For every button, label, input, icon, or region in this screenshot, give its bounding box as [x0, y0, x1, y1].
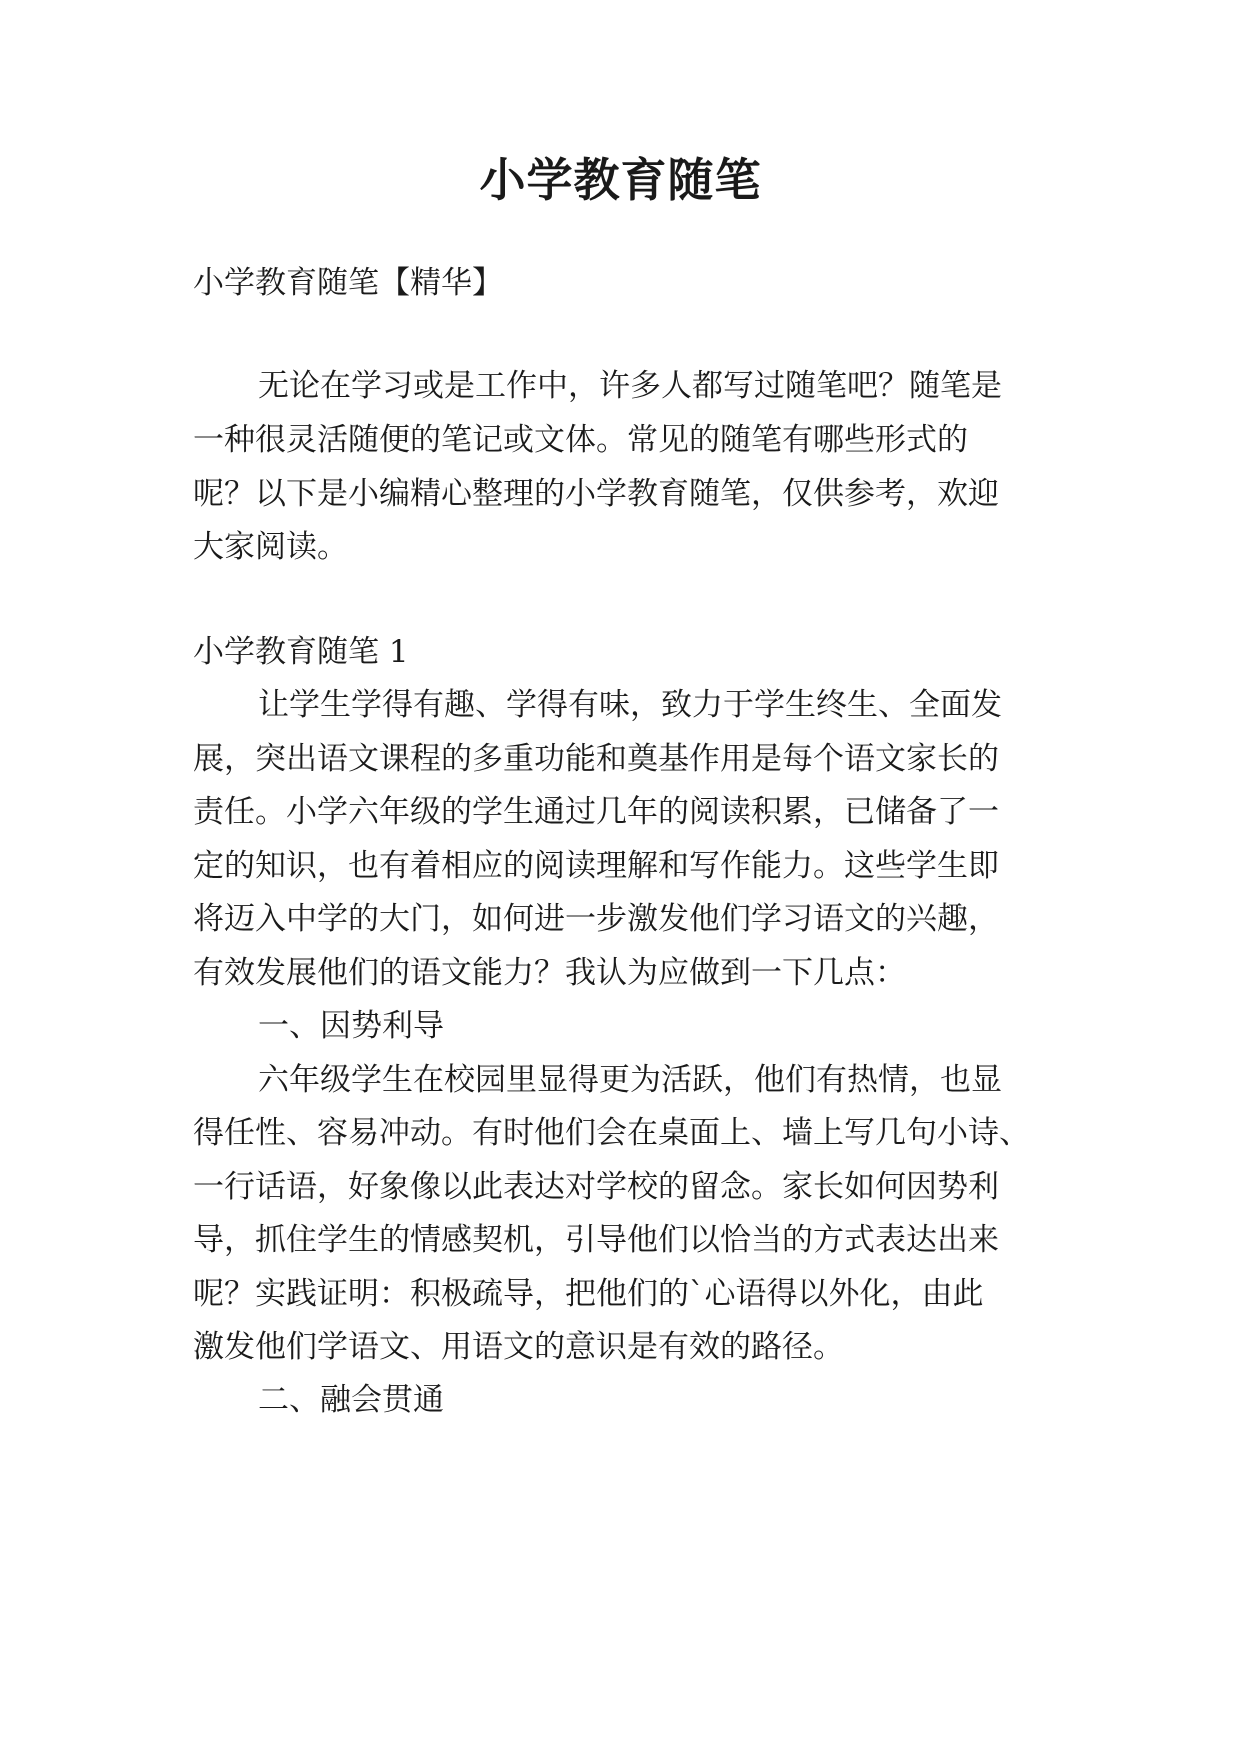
para1-line-2: 展，突出语文课程的多重功能和奠基作用是每个语文家长的 — [193, 741, 999, 777]
intro-line-2: 一种很灵活随便的笔记或文体。常见的随笔有哪些形式的 — [193, 422, 968, 458]
para1-line-1: 让学生学得有趣、学得有味，致力于学生终生、全面发 — [258, 687, 1002, 723]
para2-line-4: 导，抓住学生的情感契机，引导他们以恰当的方式表达出来 — [193, 1222, 999, 1258]
para1-line-3: 责任。小学六年级的学生通过几年的阅读积累，已储备了一 — [193, 794, 999, 830]
point-heading-1: 一、因势利导 — [258, 1008, 444, 1044]
para2-line-3: 一行话语，好象像以此表达对学校的留念。家长如何因势利 — [193, 1169, 999, 1205]
para1-line-6: 有效发展他们的语文能力？我认为应做到一下几点： — [193, 955, 906, 991]
intro-line-1: 无论在学习或是工作中，许多人都写过随笔吧？随笔是 — [258, 368, 1002, 404]
para1-line-4: 定的知识，也有着相应的阅读理解和写作能力。这些学生即 — [193, 848, 999, 884]
intro-line-4: 大家阅读。 — [193, 529, 348, 565]
intro-line-3: 呢？以下是小编精心整理的小学教育随笔，仅供参考，欢迎 — [193, 476, 999, 512]
point-heading-2: 二、融会贯通 — [258, 1382, 444, 1418]
para2-line-1: 六年级学生在校园里显得更为活跃，他们有热情，也显 — [258, 1062, 1002, 1098]
para2-line-2: 得任性、容易冲动。有时他们会在桌面上、墙上写几句小诗、 — [193, 1115, 1030, 1151]
para2-line-5: 呢？实践证明：积极疏导，把他们的`心语得以外化，由此 — [193, 1276, 984, 1312]
section-heading-1: 小学教育随笔 1 — [193, 634, 409, 670]
para1-line-5: 将迈入中学的大门，如何进一步激发他们学习语文的兴趣， — [193, 901, 999, 937]
document-subtitle: 小学教育随笔【精华】 — [193, 265, 503, 301]
document-title: 小学教育随笔 — [479, 153, 762, 207]
para2-line-6: 激发他们学语文、用语文的意识是有效的路径。 — [193, 1329, 844, 1365]
